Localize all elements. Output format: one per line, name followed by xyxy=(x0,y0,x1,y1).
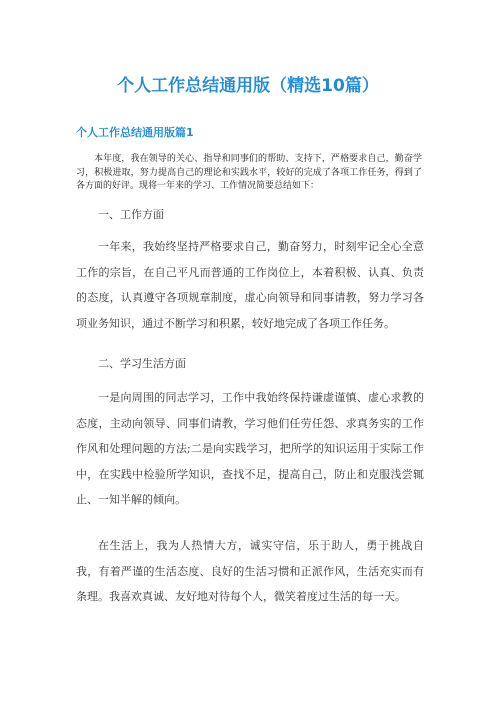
intro-paragraph: 本年度，我在领导的关心、指导和同事们的帮助、支持下，严格要求自己，勤奋学习，积极进取，努力提高自己的理论和实践水平，较好的完成了各项工作任务，得到了各方面的好评。现将一年来的学习、工作情况简要总结如下： xyxy=(76,154,422,191)
section-title: 个人工作总结通用版篇1 xyxy=(76,126,194,139)
heading-work: 一、工作方面 xyxy=(98,208,164,221)
heading-study-life: 二、学习生活方面 xyxy=(98,357,186,370)
document-title: 个人工作总结通用版（精选10篇） xyxy=(117,76,379,96)
paragraph-life: 在生活上，我为人热情大方，诚实守信，乐于助人，勇于挑战自我，有着严谨的生活态度、良好的生活习惯和正派作风，生活充实而有条理。我喜欢真诚、友好地对待每个人，微笑着度过生活的每一天。 xyxy=(76,539,424,603)
paragraph-study: 一是向周围的同志学习，工作中我始终保持谦虚谨慎、虚心求教的态度，主动向领导、同事们请教，学习他们任劳任怨、求真务实的工作作风和处理问题的方法;二是向实践学习，把所学的知识运用于实际工作中，在实践中检验所学知识，查找不足，提高自己，防止和克服浅尝辄止、一知半解的倾向。 xyxy=(76,391,424,506)
paragraph-work: 一年来，我始终坚持严格要求自己，勤奋努力，时刻牢记全心全意工作的宗旨，在自己平凡而普通的工作岗位上，本着积极、认真、负责的态度，认真遵守各项规章制度，虚心向领导和同事请教，努力学习各项业务知识，通过不断学习和积累，较好地完成了各项工作任务。 xyxy=(76,240,424,330)
